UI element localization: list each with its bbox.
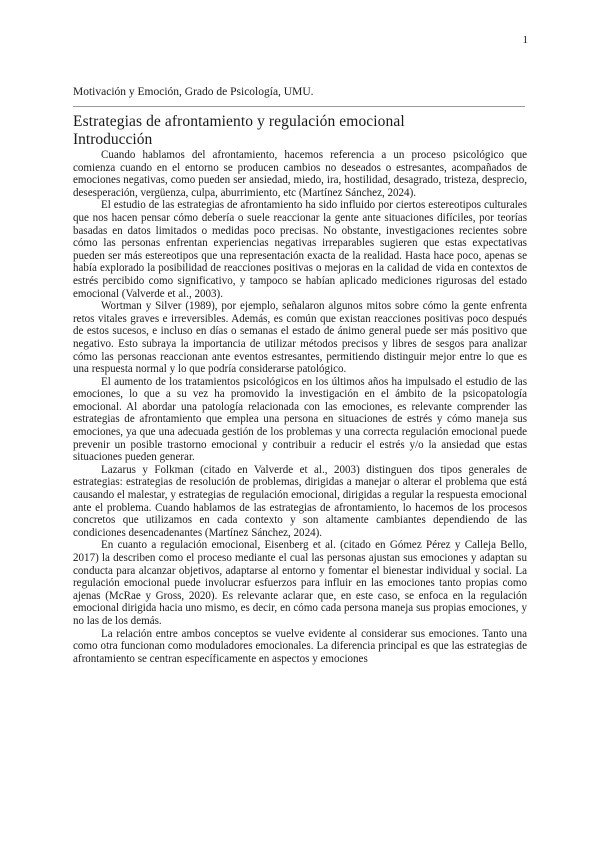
document-title: Estrategias de afrontamiento y regulación emocional — [73, 113, 405, 130]
paragraph-7: La relación entre ambos conceptos se vuelve evidente al considerar sus emociones. Tanto una como otra funcionan como moduladores emocionales. La diferencia principal es que las estrategias de afrontamiento se centran específicamente en aspectos y emociones — [73, 627, 527, 665]
paragraph-2: El estudio de las estrategias de afrontamiento ha sido influido por ciertos estereotipos culturales que nos hacen pensar cómo debería o suele reaccionar la gente ante situaciones difíciles, por teorías basadas en datos limitados o medidas poco precisas. No obstante, investigaciones recientes sobre cómo las personas enfrentan experiencias negativas irreparables sugieren que estas expectativas pueden ser más estereotipos que una representación exacta de la realidad. Hasta hace poco, apenas se había explorado la posibilidad de reacciones positivas o mejoras en la calidad de vida en contextos de estrés percibido como significativo, y tampoco se habían aplicado mediciones rigurosas del estado emocional (Valverde et al., 2003). — [73, 199, 527, 300]
section-title-introduccion: Introducción — [73, 131, 153, 148]
paragraph-6: En cuanto a regulación emocional, Eisenberg et al. (citado en Gómez Pérez y Calleja Bello, 2017) la describen como el proceso mediante el cual las personas ajustan sus emociones y adaptan su conducta para alcanzar objetivos, adaptarse al entorno y fomentar el bienestar individual y social. La regulación emocional puede involucrar esfuerzos para influir en las emociones tanto propias como ajenas (McRae y Gross, 2020). Es relevante aclarar que, en este caso, se enfoca en la regulación emocional dirigida hacia uno mismo, es decir, en cómo cada persona maneja sus propias emociones, y no las de los demás. — [73, 539, 527, 627]
running-header: Motivación y Emoción, Grado de Psicología, UMU. — [73, 86, 314, 98]
paragraph-3: Wortman y Silver (1989), por ejemplo, señalaron algunos mitos sobre cómo la gente enfrenta retos vitales graves e irreversibles. Además, es común que existan reacciones positivas poco después de estos sucesos, e incluso en días o semanas el estado de ánimo general puede ser más positivo que negativo. Esto subraya la importancia de utilizar métodos precisos y libres de sesgos para analizar cómo las personas reaccionan ante eventos estresantes, permitiendo distinguir mejor entre lo que es una respuesta normal y lo que podría considerarse patológico. — [73, 300, 527, 376]
paragraph-1: Cuando hablamos del afrontamiento, hacemos referencia a un proceso psicológico que comienza cuando en el entorno se producen cambios no deseados o estresantes, acompañados de emociones negativas, como pueden ser ansiedad, miedo, ira, hostilidad, desagrado, tristeza, desprecio, desesperación, vergüenza, culpa, aburrimiento, etc (Martínez Sánchez, 2024). — [73, 149, 527, 199]
page-number: 1 — [522, 34, 528, 46]
paragraph-5: Lazarus y Folkman (citado en Valverde et al., 2003) distinguen dos tipos generales de estrategias: estrategias de resolución de problemas, dirigidas a manejar o alterar el problema que está causando el malestar, y estrategias de regulación emocional, dirigidas a regular la respuesta emocional ante el problema. Cuando hablamos de las estrategias de afrontamiento, lo hacemos de los procesos concretos que utilizamos en cada contexto y son altamente cambiantes dependiendo de las condiciones desencadenantes (Martínez Sánchez, 2024). — [73, 463, 527, 539]
header-divider — [73, 106, 525, 107]
document-body — [73, 112, 527, 665]
paragraph-4: El aumento de los tratamientos psicológicos en los últimos años ha impulsado el estudio de las emociones, lo que a su vez ha promovido la investigación en el ámbito de la psicopatología emocional. Al abordar una patología relacionada con las emociones, es relevante comprender las estrategias de afrontamiento que emplea una persona en situaciones de estrés y cómo maneja sus emociones, ya que una adecuada gestión de los problemas y una correcta regulación emocional puede prevenir un posible trastorno emocional y contribuir a reducir el estrés y/o la ansiedad que estas situaciones pueden generar. — [73, 375, 527, 464]
